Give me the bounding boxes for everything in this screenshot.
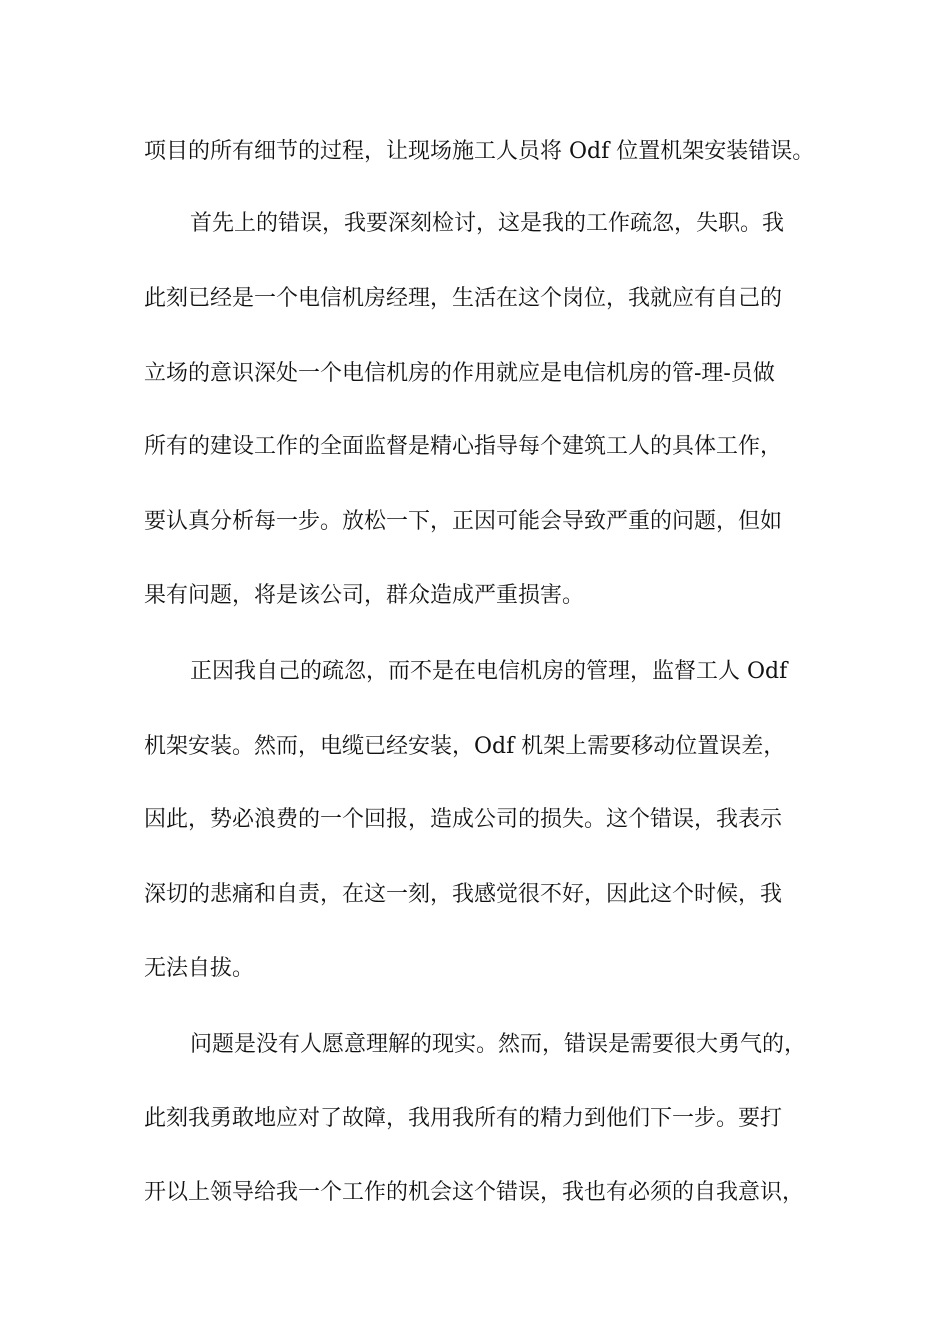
paragraph-2-line-2: 机架安装。然而，电缆已经安装，Odf 机架上需要移动位置误差，: [144, 734, 786, 759]
paragraph-1-line-4: 所有的建设工作的全面监督是精心指导每个建筑工人的具体工作，: [144, 434, 783, 459]
paragraph-3-line-2: 此刻我勇敢地应对了故障，我用我所有的精力到他们下一步。要打: [144, 1106, 783, 1131]
paragraph-1-line-2: 此刻已经是一个电信机房经理，生活在这个岗位，我就应有自己的: [144, 286, 783, 311]
paragraph-2-line-4: 深切的悲痛和自责，在这一刻，我感觉很不好，因此这个时候，我: [144, 882, 783, 907]
paragraph-2-line-5: 无法自拔。: [144, 956, 255, 981]
paragraph-1-line-5: 要认真分析每一步。放松一下，正因可能会导致严重的问题，但如: [144, 509, 783, 534]
paragraph-3-line-3: 开以上领导给我一个工作的机会这个错误，我也有必须的自我意识，: [144, 1180, 805, 1205]
text-line-1: 项目的所有细节的过程，让现场施工人员将 Odf 位置机架安装错误。: [144, 139, 815, 164]
paragraph-3-line-1: 问题是没有人愿意理解的现实。然而，错误是需要很大勇气的，: [190, 1032, 807, 1057]
paragraph-1-line-1: 首先上的错误，我要深刻检讨，这是我的工作疏忽，失职。我: [190, 211, 785, 236]
paragraph-1-line-3: 立场的意识深处一个电信机房的作用就应是电信机房的管-理-员做: [144, 361, 775, 386]
paragraph-2-line-1: 正因我自己的疏忽，而不是在电信机房的管理，监督工人 Odf: [190, 659, 788, 684]
paragraph-1-line-6: 果有问题，将是该公司，群众造成严重损害。: [144, 583, 585, 608]
paragraph-2-line-3: 因此，势必浪费的一个回报，造成公司的损失。这个错误，我表示: [144, 807, 783, 832]
